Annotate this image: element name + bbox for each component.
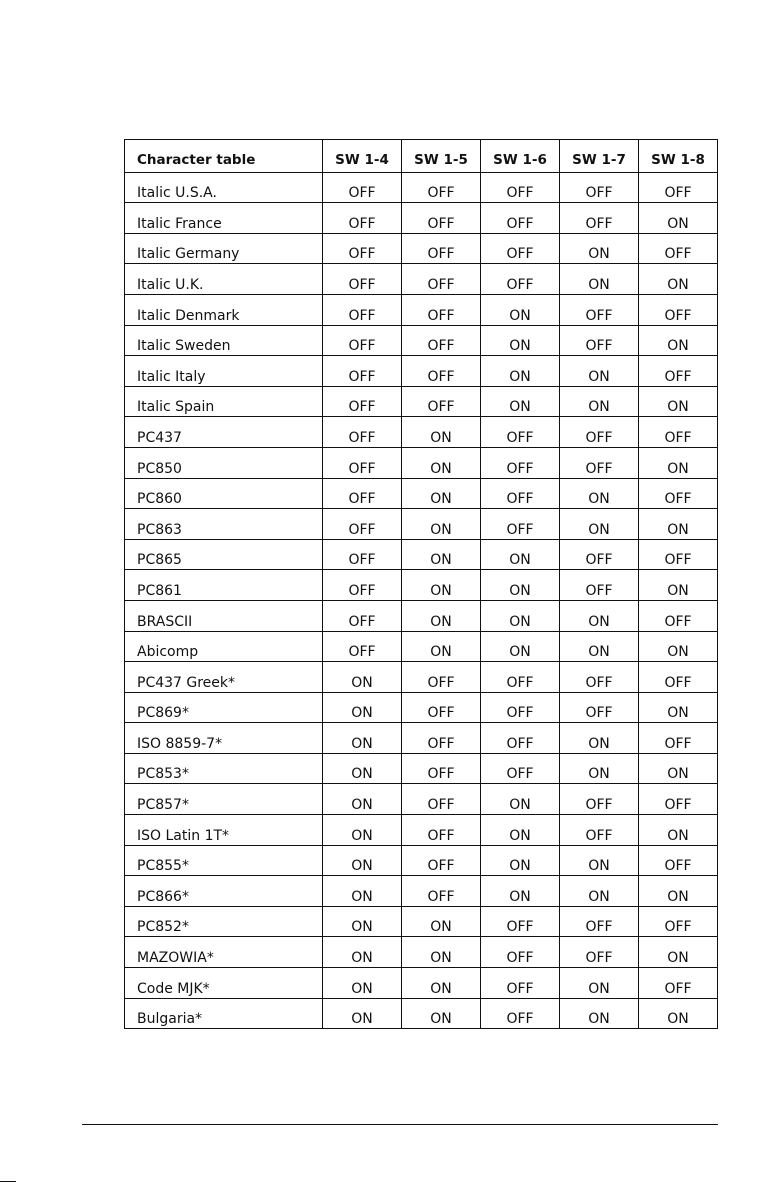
table-row [125, 325, 718, 356]
switch-setting-cell: ON [323, 753, 402, 784]
character-table-name: PC861 [125, 570, 323, 601]
switch-setting-cell: OFF [323, 386, 402, 417]
switch-setting-cell: OFF [323, 264, 402, 295]
character-table-name: PC860 [125, 478, 323, 509]
column-header-sw-1-8: SW 1-8 [639, 140, 718, 173]
switch-setting-cell: OFF [639, 723, 718, 754]
switch-setting-cell: OFF [639, 172, 718, 203]
switch-setting-cell: ON [481, 539, 560, 570]
switch-setting-cell: OFF [323, 172, 402, 203]
switch-setting-cell: OFF [323, 417, 402, 448]
switch-setting-cell: ON [481, 325, 560, 356]
switch-setting-cell: ON [639, 325, 718, 356]
switch-setting-cell: OFF [323, 233, 402, 264]
switch-setting-cell: ON [639, 876, 718, 907]
character-table-name: Bulgaria* [125, 998, 323, 1029]
table-row [125, 906, 718, 937]
switch-setting-cell: OFF [481, 417, 560, 448]
table-row [125, 447, 718, 478]
table-row [125, 570, 718, 601]
switch-setting-cell: OFF [323, 356, 402, 387]
switch-setting-cell: OFF [481, 233, 560, 264]
table-row [125, 478, 718, 509]
switch-setting-cell: OFF [560, 417, 639, 448]
switch-setting-cell: ON [639, 447, 718, 478]
switch-setting-cell: OFF [639, 539, 718, 570]
switch-setting-cell: ON [639, 631, 718, 662]
switch-setting-cell: ON [560, 600, 639, 631]
switch-setting-cell: ON [402, 631, 481, 662]
switch-setting-cell: ON [481, 294, 560, 325]
character-table-name: PC437 Greek* [125, 662, 323, 693]
table-row [125, 539, 718, 570]
switch-setting-cell: ON [402, 447, 481, 478]
table-header-row [125, 140, 718, 173]
switch-setting-cell: ON [402, 937, 481, 968]
table-row [125, 845, 718, 876]
switch-setting-cell: ON [481, 845, 560, 876]
switch-setting-cell: ON [639, 692, 718, 723]
character-table-name: ISO 8859-7* [125, 723, 323, 754]
character-table-name: Italic Italy [125, 356, 323, 387]
switch-setting-cell: OFF [560, 815, 639, 846]
switch-setting-cell: OFF [560, 325, 639, 356]
switch-setting-cell: OFF [402, 386, 481, 417]
switch-setting-cell: OFF [402, 662, 481, 693]
switch-setting-cell: ON [560, 386, 639, 417]
table-row [125, 968, 718, 999]
table-row [125, 662, 718, 693]
switch-setting-cell: OFF [481, 937, 560, 968]
switch-setting-cell: OFF [481, 509, 560, 540]
switch-setting-cell: ON [481, 356, 560, 387]
switch-setting-cell: OFF [639, 906, 718, 937]
switch-setting-cell: OFF [481, 264, 560, 295]
switch-setting-cell: ON [560, 753, 639, 784]
column-header-sw-1-6: SW 1-6 [481, 140, 560, 173]
character-table-name: PC857* [125, 784, 323, 815]
footer-rule [82, 1124, 718, 1125]
table-row [125, 631, 718, 662]
switch-setting-cell: ON [402, 509, 481, 540]
switch-setting-cell: ON [481, 386, 560, 417]
switch-setting-cell: ON [560, 233, 639, 264]
character-table-name: Code MJK* [125, 968, 323, 999]
switch-setting-cell: ON [323, 815, 402, 846]
character-table-name: Italic Spain [125, 386, 323, 417]
switch-setting-cell: OFF [560, 172, 639, 203]
switch-setting-cell: OFF [560, 906, 639, 937]
switch-setting-cell: OFF [639, 968, 718, 999]
switch-setting-cell: OFF [639, 600, 718, 631]
switch-setting-cell: OFF [402, 356, 481, 387]
switch-setting-cell: ON [560, 876, 639, 907]
character-table-name: PC853* [125, 753, 323, 784]
switch-setting-cell: OFF [639, 478, 718, 509]
switch-setting-cell: ON [639, 570, 718, 601]
character-table-name: PC866* [125, 876, 323, 907]
table-row [125, 386, 718, 417]
switch-setting-cell: ON [481, 784, 560, 815]
switch-setting-cell: OFF [402, 172, 481, 203]
table-row [125, 876, 718, 907]
switch-setting-cell: OFF [402, 233, 481, 264]
switch-setting-cell: ON [402, 570, 481, 601]
switch-setting-cell: ON [639, 509, 718, 540]
switch-setting-cell: OFF [639, 417, 718, 448]
switch-setting-cell: OFF [560, 539, 639, 570]
switch-setting-cell: ON [560, 845, 639, 876]
table-row [125, 509, 718, 540]
switch-setting-cell: ON [323, 937, 402, 968]
switch-setting-cell: OFF [323, 447, 402, 478]
switch-setting-cell: OFF [481, 753, 560, 784]
switch-setting-cell: ON [323, 968, 402, 999]
switch-setting-cell: ON [323, 876, 402, 907]
switch-setting-cell: OFF [402, 203, 481, 234]
table-row [125, 937, 718, 968]
switch-setting-cell: ON [323, 692, 402, 723]
switch-setting-cell: ON [402, 417, 481, 448]
switch-setting-cell: ON [639, 264, 718, 295]
switch-setting-cell: OFF [402, 753, 481, 784]
switch-setting-cell: ON [639, 815, 718, 846]
switch-setting-cell: ON [639, 998, 718, 1029]
switch-setting-cell: ON [323, 998, 402, 1029]
switch-setting-cell: OFF [402, 845, 481, 876]
switch-setting-cell: OFF [639, 784, 718, 815]
character-table-name: Italic U.S.A. [125, 172, 323, 203]
switch-setting-cell: OFF [481, 478, 560, 509]
column-header-sw-1-4: SW 1-4 [323, 140, 402, 173]
switch-setting-cell: ON [402, 906, 481, 937]
table-row [125, 417, 718, 448]
switch-setting-cell: OFF [323, 539, 402, 570]
switch-setting-cell: OFF [481, 968, 560, 999]
table-row [125, 692, 718, 723]
switch-setting-cell: OFF [639, 294, 718, 325]
table-row [125, 294, 718, 325]
table-row [125, 784, 718, 815]
switch-setting-cell: ON [323, 662, 402, 693]
switch-setting-cell: ON [402, 478, 481, 509]
character-table-name: PC855* [125, 845, 323, 876]
character-table-name: Italic France [125, 203, 323, 234]
switch-setting-cell: ON [402, 539, 481, 570]
switch-setting-cell: OFF [402, 876, 481, 907]
switch-setting-cell: ON [560, 356, 639, 387]
switch-setting-cell: OFF [481, 906, 560, 937]
column-header-sw-1-7: SW 1-7 [560, 140, 639, 173]
character-table [124, 139, 718, 1029]
switch-setting-cell: ON [481, 631, 560, 662]
switch-setting-cell: OFF [402, 692, 481, 723]
table-row [125, 203, 718, 234]
character-table-name: BRASCII [125, 600, 323, 631]
switch-setting-cell: OFF [402, 264, 481, 295]
switch-setting-cell: OFF [323, 203, 402, 234]
switch-setting-cell: ON [323, 784, 402, 815]
character-table-name: Italic Sweden [125, 325, 323, 356]
switch-setting-cell: OFF [560, 662, 639, 693]
switch-setting-cell: OFF [481, 662, 560, 693]
switch-setting-cell: OFF [402, 815, 481, 846]
switch-setting-cell: ON [323, 723, 402, 754]
switch-setting-cell: OFF [639, 356, 718, 387]
switch-setting-cell: OFF [560, 570, 639, 601]
switch-setting-cell: ON [560, 723, 639, 754]
switch-setting-cell: OFF [639, 233, 718, 264]
switch-setting-cell: OFF [481, 172, 560, 203]
switch-setting-cell: ON [481, 570, 560, 601]
switch-setting-cell: OFF [481, 692, 560, 723]
switch-setting-cell: OFF [402, 723, 481, 754]
switch-setting-cell: ON [323, 906, 402, 937]
column-header-sw-1-5: SW 1-5 [402, 140, 481, 173]
column-header-character-table: Character table [125, 140, 323, 173]
switch-setting-cell: ON [481, 815, 560, 846]
table-row [125, 264, 718, 295]
switch-setting-cell: OFF [323, 570, 402, 601]
character-table-name: MAZOWIA* [125, 937, 323, 968]
switch-setting-cell: ON [639, 203, 718, 234]
switch-setting-cell: OFF [560, 937, 639, 968]
character-table-name: Italic U.K. [125, 264, 323, 295]
switch-setting-cell: OFF [639, 662, 718, 693]
table-row [125, 723, 718, 754]
switch-setting-cell: ON [639, 386, 718, 417]
switch-setting-cell: ON [402, 600, 481, 631]
character-table-name: ISO Latin 1T* [125, 815, 323, 846]
switch-setting-cell: OFF [560, 203, 639, 234]
character-table-name: Italic Germany [125, 233, 323, 264]
switch-setting-cell: OFF [639, 845, 718, 876]
switch-setting-cell: ON [560, 968, 639, 999]
switch-setting-cell: OFF [323, 294, 402, 325]
switch-setting-cell: ON [323, 845, 402, 876]
switch-setting-cell: OFF [323, 325, 402, 356]
switch-setting-cell: OFF [481, 998, 560, 1029]
table-row [125, 233, 718, 264]
character-table-name: Italic Denmark [125, 294, 323, 325]
switch-setting-cell: OFF [481, 447, 560, 478]
switch-setting-cell: ON [560, 264, 639, 295]
switch-setting-cell: OFF [560, 447, 639, 478]
switch-setting-cell: OFF [402, 784, 481, 815]
table-row [125, 998, 718, 1029]
switch-setting-cell: OFF [323, 631, 402, 662]
switch-setting-cell: OFF [560, 784, 639, 815]
character-table-name: PC869* [125, 692, 323, 723]
switch-setting-cell: ON [639, 937, 718, 968]
character-table-name: Abicomp [125, 631, 323, 662]
switch-setting-cell: ON [560, 998, 639, 1029]
switch-setting-cell: OFF [402, 325, 481, 356]
switch-setting-cell: ON [481, 876, 560, 907]
switch-setting-cell: OFF [323, 478, 402, 509]
table-row [125, 356, 718, 387]
switch-setting-cell: OFF [560, 692, 639, 723]
character-table-name: PC850 [125, 447, 323, 478]
switch-setting-cell: OFF [323, 600, 402, 631]
corner-mark [0, 1181, 16, 1182]
switch-setting-cell: OFF [481, 203, 560, 234]
switch-setting-cell: ON [402, 998, 481, 1029]
switch-setting-cell: ON [560, 631, 639, 662]
switch-setting-cell: OFF [323, 509, 402, 540]
table-row [125, 600, 718, 631]
table-body [125, 172, 718, 1029]
switch-setting-cell: OFF [481, 723, 560, 754]
character-table-name: PC437 [125, 417, 323, 448]
switch-setting-cell: OFF [560, 294, 639, 325]
table-row [125, 753, 718, 784]
switch-setting-cell: ON [639, 753, 718, 784]
switch-setting-cell: OFF [402, 294, 481, 325]
table-row [125, 815, 718, 846]
character-table-name: PC865 [125, 539, 323, 570]
character-table-name: PC863 [125, 509, 323, 540]
table-row [125, 172, 718, 203]
switch-setting-cell: ON [402, 968, 481, 999]
character-table-name: PC852* [125, 906, 323, 937]
switch-setting-cell: ON [560, 478, 639, 509]
switch-setting-cell: ON [481, 600, 560, 631]
switch-setting-cell: ON [560, 509, 639, 540]
